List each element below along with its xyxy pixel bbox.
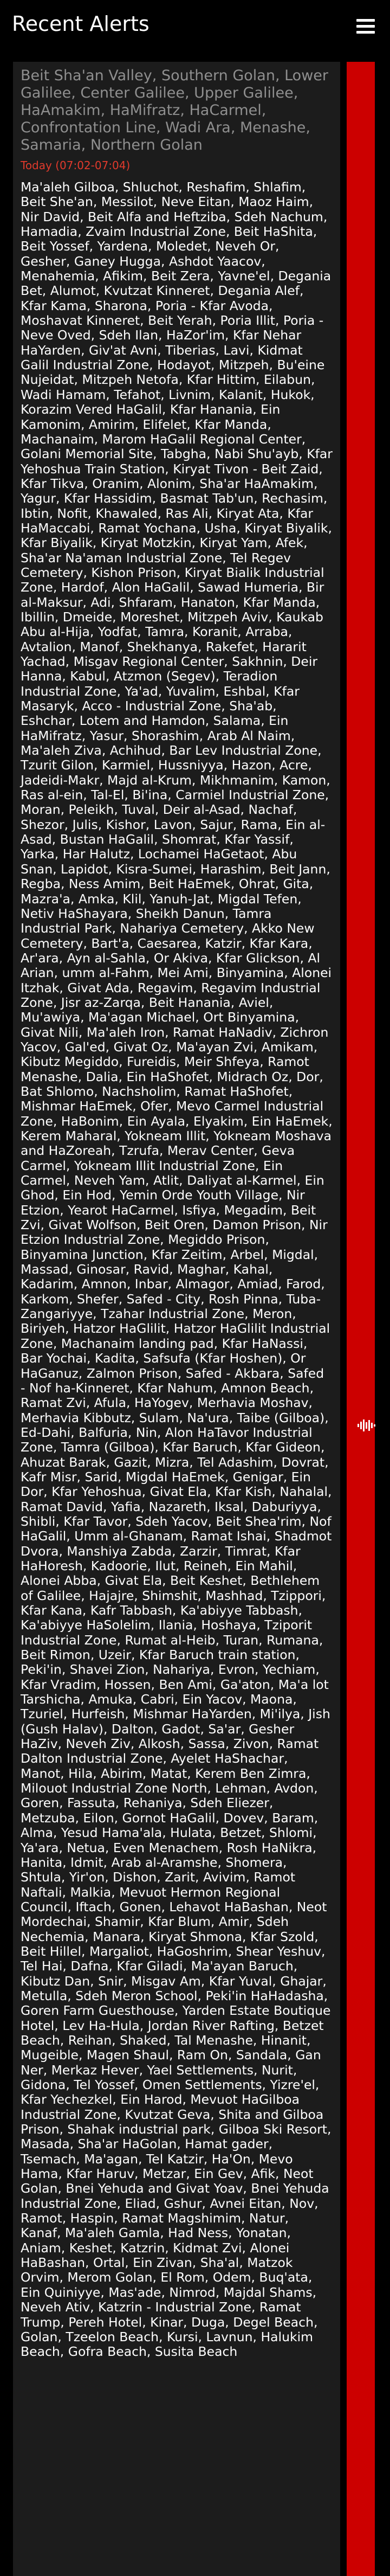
menu-bar-bottom — [356, 31, 375, 34]
alerts-list — [0, 53, 390, 2576]
app-header — [0, 0, 390, 50]
menu-bar-top — [356, 19, 375, 22]
menu-bar-middle — [356, 25, 375, 28]
alert-time: Today (07:02-07:04) — [21, 159, 131, 172]
alert-card-content — [13, 62, 340, 2360]
alert-card[interactable] — [13, 62, 340, 2576]
hamburger-menu-icon[interactable] — [354, 16, 379, 36]
sound-wave-glyph — [358, 1419, 376, 1431]
alert-severity-bar — [347, 62, 375, 2576]
sound-wave-icon[interactable] — [358, 1419, 376, 1431]
alert-areas: Ma'aleh Gilboa, Shluchot, Reshafim, Shlafim, Beit She'an, Messilot, Neve Eitan, Maoz Haim, Nir David, Beit Alfa and Heftziba, Sdeh Nachum, Hamadia, Zvaim Industrial Zone, Beit HaShita, Beit Yossef, Yardena, Moledet, Neveh Or, Gesher, Ganey Hugga, Ashdot Yaacov, Menahemia, Afikim, Beit Zera, Yavne'el, Degania Bet, Alumot, Kvutzat Kinneret, Degania Alef, Kfar Kama, Sharona, Poria - Kfar Avoda, Moshavat Kinneret, Beit Yerah, Poria Illit, Poria - Neve Oved, Sdeh Ilan, HaZor'im, Kfar Nehar HaYarden, Giv'at Avni, Tiberias, Lavi, Kidmat Galil Industrial Zone, Hodayot, Mitzpeh, Bu'eine Nujeidat, Mitzpeh Netofa, Kfar Hittim, Eilabun, Wadi Hamam, Tefahot, Livnim, Kalanit, Hukok, Korazim Vered HaGalil, Kfar Hanania, Ein Kamonim, Amirim, Elifelet, Kfar Manda, Machanaim, Marom HaGalil Regional Center, Golani Memorial Site, Tabgha, Nabi Shu'ayb, Kfar Yehoshua Train Station, Kiryat Tivon - Beit Zaid, Kfar Tikva, Oranim, Alonim, Sha'ar HaAmakim, Yagur, Kfar Hassidim, Basmat Tab'un, Rechasim, Ibtin, Nofit, Khawaled, Ras Ali, Kiryat Ata, Kfar HaMaccabi, Ramat Yochana, Usha, Kiryat Biyalik, Kfar Biyalik, Kiryat Motzkin, Kiryat Yam, Afek, Sha'ar Na'aman Industrial Zone, Tel Regev Cemetery, Kishon Prison, Kiryat Bialik Industrial Zone, Hardof, Alon HaGalil, Sawad Humeria, Bir al-Maksur, Adi, Shfaram, Hanaton, Kfar Manda, Ibillin, Dmeide, Moreshet, Mitzpeh Aviv, Kaukab Abu al-Hija, Yodfat, Tamra, Koranit, Arraba, Avtalion, Manof, Shekhanya, Rakefet, Hararit Yachad, Misgav Regional Center, Sakhnin, Deir Hanna, Kabul, Atzmon (Segev), Teradion Industrial Zone, Ya'ad, Yuvalim, Eshbal, Kfar Masaryk, Acco - Industrial Zone, Sha'ab, Eshchar, Lotem and Hamdon, Salama, Ein HaMifratz, Yasur, Shorashim, Arab Al Naim, Ma'aleh Ziva, Achihud, Bar Lev Industrial Zone, Tzurit Gilon, Karmiel, Hussniyya, Hazon, Acre, Jadeidi-Makr, Majd al-Krum, Mikhmanim, Kamon, Ras al-ein, Tal-El, Bi'ina, Carmiel Industrial Zone, Moran, Peleikh, Tuval, Deir al-Asad, Nachaf, Shezor, Julis, Kishor, Lavon, Sajur, Rama, Ein al-Asad, Bustan HaGalil, Shomrat, Kfar Yassif, Yarka, Har Halutz, Lochamei HaGetaot, Abu Snan, Lapidot, Kisra-Sumei, Harashim, Beit Jann, Regba, Ness Amim, Beit HaEmek, Ohrat, Gita, Mazra'a, Amka, Klil, Yanuh-Jat, Migdal Tefen, Netiv HaShayara, Sheikh Danun, Tamra Industrial Park, Nahariya Cemetery, Akko New Cemetery, Bart'a, Caesarea, Katzir, Kfar Kara, Ar'ara, Ayn al-Sahla, Or Akiva, Kfar Glickson, Al Arian, umm al-Fahm, Mei Ami, Binyamina, Alonei Itzhak, Givat Ada, Regavim, Regavim Industrial Zone, Jisr az-Zarqa, Beit Hanania, Aviel, Mu'awiya, Ma'agan Michael, Ort Binyamina, Givat Nili, Ma'aleh Iron, Ramat HaNadiv, Zichron Yacov, Gal'ed, Givat Oz, Ma'ayan Zvi, Amikam, Kibutz Megiddo, Fureidis, Meir Shfeya, Ramot Menashe, Dalia, Ein HaShofet, Midrach Oz, Dor, Bat Shlomo, Nachsholim, Ramat HaShofet, Mishmar HaEmek, Ofer, Mevo Carmel Industrial Zone, HaBonim, Ein Ayala, Elyakim, Ein HaEmek, Kerem Maharal, Yokneam Illit, Yokneam Moshava and HaZoreah, Tzrufa, Merav Center, Geva Carmel, Yokneam Illit Industrial Zone, Ein Carmel, Neveh Yam, Atlit, Daliyat al-Karmel, Ein Ghod, Ein Hod, Yemin Orde Youth Village, Nir Etzion, Yearot HaCarmel, Isfiya, Megadim, Beit Zvi, Givat Wolfson, Beit Oren, Damon Prison, Nir Etzion Industrial Zone, Megiddo Prison, Binyamina Junction, Kfar Zeitim, Arbel, Migdal, Massad, Ginosar, Ravid, Maghar, Kahal, Kadarim, Amnon, Inbar, Almagor, Amiad, Farod, Karkom, Shefer, Safed - City, Rosh Pinna, Tuba-Zangariyye, Tzahar Industrial Zone, Meron, Biriyeh, Hatzor HaGlilit, Hatzor HaGlilit Industrial Zone, Machanaim landing pad, Kfar HaNassi, Bar Yochai, Kadita, Safsufa (Kfar Hoshen), Or HaGanuz, Zalmon Prison, Safed - Akbara, Safed - Nof ha-Kinneret, Kfar Nahum, Amnon Beach, Ramat Zvi, Afula, HaYogev, Merhavia Moshav, Merhavia Kibbutz, Sulam, Na'ura, Taibe (Gilboa), Ed-Dahi, Balfuria, Nin, Alon HaTavor Industrial Zone, Tamra (Gilboa), Kfar Baruch, Kfar Gideon, Ahuzat Barak, Gazit, Mizra, Tel Adashim, Dovrat, Kafr Misr, Sarid, Migdal HaEmek, Genigar, Ein Dor, Kfar Yehoshua, Givat Ela, Kfar Kish, Nahalal, Ramat David, Yafia, Nazareth, Iksal, Daburiyya, Shibli, Kfar Tavor, Sdeh Yacov, Beit Shea'rim, Nof HaGalil, Umm al-Ghanam, Ramat Ishai, Shadmot Dvora, Manshiya Zabda, Zarzir, Timrat, Kfar HaHoresh, Kadoorie, Ilut, Reineh, Ein Mahil, Alonei Abba, Givat Ela, Beit Keshet, Bethlehem of Galilee, Hajajre, Shimshit, Mashhad, Tzippori, Kfar Kana, Kafr Tabbash, Ka'abiyye Tabbash, Ka'abiyye HaSolelim, Ilania, Hoshaya, Tziporit Industrial Zone, Rumat al-Heib, Turan, Rumana, Beit Rimon, Uzeir, Kfar Baruch train station, Peki'in, Shavei Zion, Nahariya, Evron, Yechiam, Kfar Vradim, Hossen, Ben Ami, Ga'aton, Ma'a lot Tarshicha, Amuka, Cabri, Ein Yacov, Maona, Tzuriel, Hurfeish, Mishmar HaYarden, Mi'ilya, Jish (Gush Halav), Dalton, Gadot, Sa'ar, Gesher HaZiv, Neveh Ziv, Alkosh, Sassa, Zivon, Ramat Dalton Industrial Zone, Ayelet HaShachar, Manot, Hila, Abirim, Matat, Kerem Ben Zimra, Milouot Industrial Zone North, Lehman, Avdon, Goren, Fassuta, Rehaniya, Sdeh Eliezer, Metzuba, Eilon, Gornot HaGalil, Dovev, Baram, Alma, Yesud Hama'ala, Hulata, Betzet, Shlomi, Ya'ara, Netua, Even Menachem, Rosh HaNikra, Hanita, Idmit, Arab al-Aramshe, Shomera, Shtula, Yir'on, Dishon, Zarit, Avivim, Ramot Naftali, Malkia, Mevuot Hermon Regional Council, Iftach, Gonen, Lehavot HaBashan, Neot Mordechai, Shamir, Kfar Blum, Amir, Sdeh Nechemia, Manara, Kiryat Shmona, Kfar Szold, Beit Hillel, Margaliot, HaGoshrim, Shear Yeshuv, Tel Hai, Dafna, Kfar Giladi, Ma'ayan Baruch, Kibutz Dan, Snir, Misgav Am, Kfar Yuval, Ghajar, Metulla, Sdeh Meron School, Peki'in HaHadasha, Goren Farm Guesthouse, Yarden Estate Boutique Hotel, Lev Ha-Hula, Jordan River Rafting, Betzet Beach, Reihan, Shaked, Tal Menashe, Hinanit, Mugeible, Magen Shaul, Ram On, Sandala, Gan Ner, Merkaz Hever, Yael Settlements, Nurit, Gidona, Tel Yossef, Omen Settlements, Yizre'el, Kfar Yechezkel, Ein Harod, Mevuot HaGilboa Industrial Zone, Kvutzat Geva, Shita and Gilboa Prison, Shahak industrial park, Gilboa Ski Resort, Masada, Sha'ar HaGolan, Hamat gader, Tsemach, Ma'agan, Tel Katzir, Ha'On, Mevo Hama, Kfar Haruv, Metzar, Ein Gev, Afik, Neot Golan, Bnei Yehuda and Givat Yoav, Bnei Yehuda Industrial Zone, Eliad, Gshur, Avnei Eitan, Nov, Ramot, Haspin, Ramat Magshimim, Natur, Kanaf, Ma'aleh Gamla, Had Ness, Yonatan, Aniam, Keshet, Katzrin, Kidmat Zvi, Alonei HaBashan, Ortal, Ein Zivan, Sha'al, Matzok Orvim, Merom Golan, El Rom, Odem, Buq'ata, Ein Quiniyye, Mas'ade, Nimrod, Majdal Shams, Neveh Ativ, Katzrin - Industrial Zone, Ramat Trump, Pereh Hotel, Kinar, Duga, Degel Beach, Golan, Tzeelon Beach, Kursi, Lavnun, Halukim Beach, Gofra Beach, Susita Beach — [21, 179, 333, 2360]
page-title: Recent Alerts — [12, 12, 150, 36]
alert-regions: Beit Sha'an Valley, Southern Golan, Lower Galilee, Center Galilee, Upper Galilee, HaAmakim, HaMifratz, HaCarmel, Confrontation Line, Wadi Ara, Menashe, Samaria, Northern Golan — [21, 67, 328, 153]
